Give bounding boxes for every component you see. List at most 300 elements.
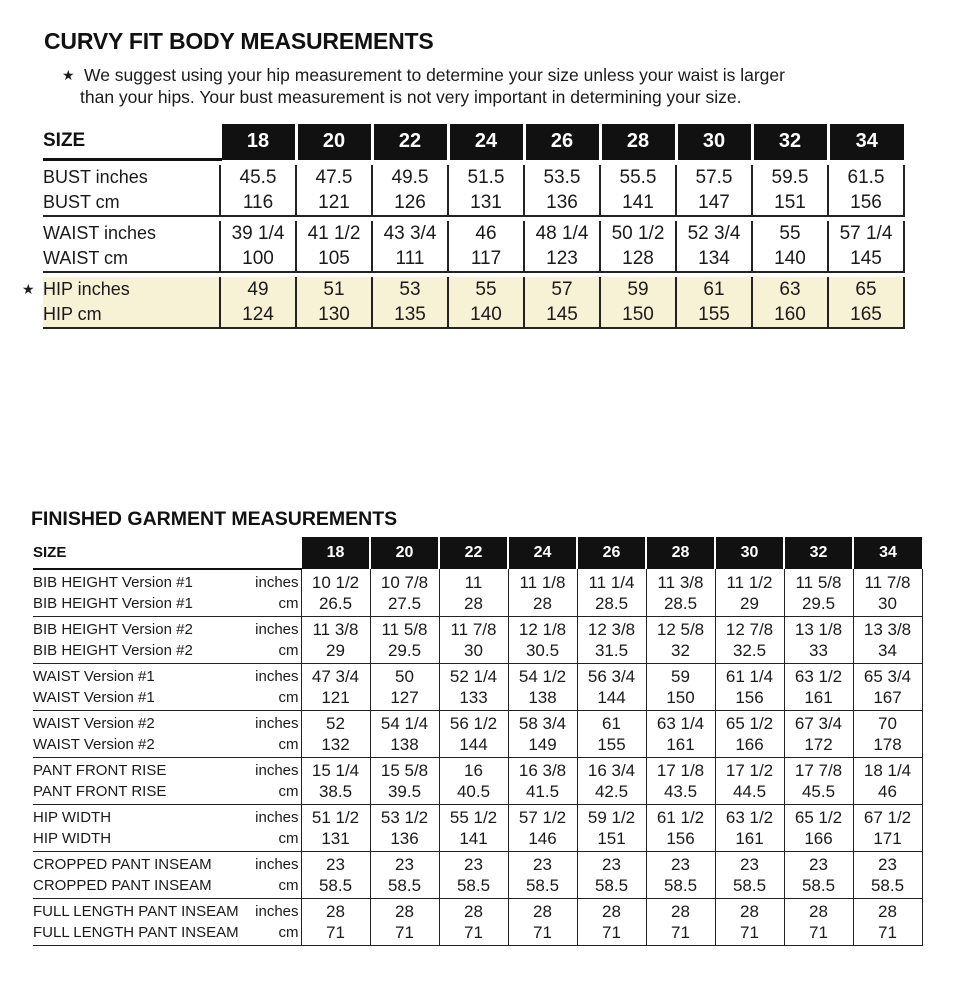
size-header-34: 34 — [853, 537, 922, 569]
measurement-cell — [370, 852, 439, 899]
measurement-cell — [752, 277, 828, 328]
measurement-cell — [439, 852, 508, 899]
value-cm: 71 — [464, 923, 483, 942]
value-cm: 26.5 — [318, 593, 353, 613]
value-inches: 56 3/4 — [587, 667, 636, 686]
measurement-cell — [676, 165, 752, 216]
value-cm: 147 — [698, 192, 730, 213]
value-inches: 23 — [395, 855, 414, 874]
measurement-cell — [784, 805, 853, 852]
value-inches: 12 5/8 — [656, 620, 705, 639]
body-measurements-title: CURVY FIT BODY MEASUREMENTS — [44, 28, 434, 54]
value-inches: 43 3/4 — [383, 223, 437, 244]
value-cm: 165 — [850, 304, 882, 325]
measurement-cell — [828, 165, 904, 216]
value-inches: 28 — [671, 902, 690, 921]
value-cm: 38.5 — [318, 782, 353, 801]
measurement-cell — [439, 617, 508, 664]
value-cm: 40.5 — [456, 782, 491, 801]
measurement-cell — [508, 617, 577, 664]
measurement-cell — [301, 805, 370, 852]
value-cm: 29.5 — [801, 593, 836, 613]
value-inches: 67 3/4 — [794, 714, 843, 733]
row-label-line-1 — [33, 807, 301, 828]
unit-label: inches — [255, 715, 299, 732]
measurement-cell — [752, 165, 828, 216]
value-cm: 166 — [735, 735, 764, 754]
row-label-name: WAIST Version #2 — [33, 715, 155, 732]
row-label-name: BIB HEIGHT Version #1 — [33, 595, 193, 612]
value-cm: 58.5 — [732, 876, 767, 895]
value-inches: 57.5 — [695, 167, 733, 188]
measurement-cell — [372, 165, 448, 216]
measurement-cell — [853, 852, 922, 899]
row-label-cm: HIP cm — [43, 304, 102, 324]
value-cm: 145 — [546, 304, 578, 325]
value-inches: 52 — [326, 714, 345, 733]
measurement-cell — [370, 711, 439, 758]
value-inches: 11 3/8 — [312, 620, 359, 639]
measurement-cell — [508, 758, 577, 805]
value-cm: 34 — [878, 641, 897, 660]
value-inches: 11 1/2 — [726, 572, 773, 592]
value-inches: 39 1/4 — [231, 223, 285, 244]
row-label — [33, 664, 301, 711]
value-cm: 46 — [878, 782, 897, 801]
measurement-cell — [508, 664, 577, 711]
value-cm: 58.5 — [870, 876, 905, 895]
value-inches: 59 — [627, 279, 649, 300]
value-cm: 167 — [873, 688, 902, 707]
value-cm: 126 — [394, 192, 426, 213]
measurement-cell — [372, 277, 448, 328]
measurement-cell — [577, 899, 646, 946]
measurement-cell — [524, 165, 600, 216]
row-label-name: BIB HEIGHT Version #1 — [33, 574, 193, 591]
measurement-cell — [508, 805, 577, 852]
table-row — [33, 711, 922, 758]
size-header-24: 24 — [508, 537, 577, 569]
measurement-cell — [715, 617, 784, 664]
row-label-line-2 — [33, 922, 301, 943]
measurement-cell — [715, 805, 784, 852]
value-cm: 71 — [809, 923, 828, 942]
value-inches: 63 1/2 — [725, 808, 774, 827]
value-cm: 71 — [326, 923, 345, 942]
measurement-cell — [646, 758, 715, 805]
value-cm: 141 — [459, 829, 488, 848]
unit-label: cm — [278, 877, 299, 894]
measurement-cell — [220, 221, 296, 272]
table-row — [43, 221, 904, 272]
value-inches: 11 7/8 — [864, 572, 911, 592]
row-label-cm: WAIST cm — [43, 248, 128, 268]
row-label-line-1 — [33, 713, 301, 734]
value-cm: 28 — [464, 593, 483, 613]
value-cm: 58.5 — [525, 876, 560, 895]
value-cm: 149 — [528, 735, 557, 754]
value-cm: 71 — [671, 923, 690, 942]
size-header-18: 18 — [301, 537, 370, 569]
size-header-28: 28 — [646, 537, 715, 569]
value-inches: 53 1/2 — [380, 808, 429, 827]
row-label-line-1 — [33, 666, 301, 687]
measurement-cell — [370, 617, 439, 664]
value-cm: 166 — [804, 829, 833, 848]
value-inches: 57 1/2 — [518, 808, 567, 827]
value-inches: 10 7/8 — [380, 572, 429, 592]
value-cm: 172 — [804, 735, 833, 754]
value-cm: 131 — [321, 829, 350, 848]
value-cm: 43.5 — [663, 782, 698, 801]
value-inches: 51 — [323, 279, 345, 300]
measurement-cell — [370, 805, 439, 852]
size-header-26: 26 — [524, 124, 600, 160]
value-inches: 45.5 — [239, 167, 277, 188]
value-inches: 11 5/8 — [381, 620, 428, 639]
value-inches: 47 3/4 — [311, 667, 360, 686]
value-inches: 16 3/4 — [587, 761, 636, 780]
value-inches: 57 1/4 — [839, 223, 893, 244]
row-label-line-1 — [33, 572, 301, 593]
row-label — [43, 221, 220, 272]
value-cm: 117 — [470, 248, 502, 269]
value-cm: 39.5 — [387, 782, 422, 801]
measurement-cell — [784, 617, 853, 664]
row-label-name: FULL LENGTH PANT INSEAM — [33, 903, 239, 920]
measurement-cell — [853, 664, 922, 711]
size-header-22: 22 — [439, 537, 508, 569]
measurement-cell — [646, 617, 715, 664]
value-cm: 127 — [390, 688, 419, 707]
body-measurements-table — [22, 124, 905, 329]
value-inches: 11 3/8 — [657, 572, 704, 592]
unit-label: cm — [278, 783, 299, 800]
value-inches: 52 1/4 — [449, 667, 498, 686]
measurement-cell — [646, 664, 715, 711]
value-cm: 29 — [326, 641, 345, 660]
value-inches: 28 — [464, 902, 483, 921]
value-cm: 134 — [698, 248, 730, 269]
value-cm: 71 — [533, 923, 552, 942]
value-cm: 132 — [321, 735, 350, 754]
row-label-name: PANT FRONT RISE — [33, 783, 167, 800]
value-inches: 54 1/2 — [518, 667, 567, 686]
measurement-cell — [577, 664, 646, 711]
value-inches: 23 — [740, 855, 759, 874]
value-cm: 28.5 — [663, 593, 698, 613]
measurement-cell — [220, 277, 296, 328]
value-cm: 130 — [318, 304, 350, 325]
value-cm: 144 — [597, 688, 626, 707]
size-header-label: SIZE — [43, 124, 220, 160]
measurement-cell — [370, 569, 439, 617]
measurement-cell — [448, 277, 524, 328]
measurement-cell — [784, 758, 853, 805]
value-inches: 65 — [855, 279, 877, 300]
unit-label: inches — [255, 574, 299, 591]
value-cm: 150 — [622, 304, 654, 325]
measurement-cell — [577, 852, 646, 899]
value-inches: 56 1/2 — [449, 714, 498, 733]
value-cm: 160 — [774, 304, 806, 325]
value-inches: 23 — [533, 855, 552, 874]
value-cm: 58.5 — [594, 876, 629, 895]
measurement-cell — [853, 617, 922, 664]
value-inches: 70 — [878, 714, 897, 733]
value-cm: 121 — [318, 192, 350, 213]
value-cm: 105 — [318, 248, 350, 269]
unit-label: cm — [278, 595, 299, 612]
measurement-cell — [715, 664, 784, 711]
value-cm: 30 — [878, 593, 897, 613]
measurement-cell — [301, 899, 370, 946]
value-inches: 57 — [551, 279, 573, 300]
table-row — [43, 165, 904, 216]
value-inches: 51 1/2 — [311, 808, 360, 827]
value-cm: 32.5 — [732, 641, 767, 660]
measurement-cell — [301, 664, 370, 711]
value-inches: 12 1/8 — [518, 620, 567, 639]
measurement-cell — [577, 569, 646, 617]
value-cm: 144 — [459, 735, 488, 754]
row-label-line-1 — [33, 619, 301, 640]
unit-label: cm — [278, 736, 299, 753]
row-label-name: WAIST Version #1 — [33, 668, 155, 685]
value-cm: 28 — [533, 593, 552, 613]
value-cm: 71 — [395, 923, 414, 942]
value-inches: 17 1/8 — [656, 761, 705, 780]
size-header-30: 30 — [715, 537, 784, 569]
size-header-30: 30 — [676, 124, 752, 160]
value-inches: 15 1/4 — [311, 761, 360, 780]
value-inches: 54 1/4 — [380, 714, 429, 733]
row-label-name: CROPPED PANT INSEAM — [33, 877, 212, 894]
value-inches: 61 1/2 — [656, 808, 705, 827]
value-cm: 123 — [546, 248, 578, 269]
measurement-cell — [577, 617, 646, 664]
row-label-line-2 — [33, 781, 301, 802]
value-inches: 55.5 — [619, 167, 657, 188]
value-cm: 71 — [602, 923, 621, 942]
unit-label: inches — [255, 856, 299, 873]
measurement-cell — [296, 165, 372, 216]
row-label — [33, 711, 301, 758]
value-inches: 50 — [395, 667, 414, 686]
row-label-name: HIP WIDTH — [33, 809, 112, 826]
measurement-cell — [784, 664, 853, 711]
value-inches: 11 — [464, 572, 483, 592]
value-inches: 51.5 — [467, 167, 505, 188]
value-cm: 58.5 — [801, 876, 836, 895]
size-header-32: 32 — [752, 124, 828, 160]
value-cm: 151 — [597, 829, 626, 848]
value-cm: 111 — [395, 248, 425, 269]
value-cm: 138 — [528, 688, 557, 707]
measurement-cell — [715, 569, 784, 617]
measurement-cell — [853, 569, 922, 617]
value-cm: 41.5 — [525, 782, 560, 801]
measurement-cell — [853, 758, 922, 805]
value-cm: 141 — [622, 192, 654, 213]
value-cm: 136 — [390, 829, 419, 848]
table-row — [33, 852, 922, 899]
measurement-cell — [439, 711, 508, 758]
value-cm: 58.5 — [318, 876, 353, 895]
measurement-cell — [600, 165, 676, 216]
value-cm: 133 — [459, 688, 488, 707]
unit-label: cm — [278, 642, 299, 659]
value-inches: 61 — [703, 279, 725, 300]
row-label-inches: BUST inches — [43, 167, 148, 187]
value-inches: 11 7/8 — [450, 620, 497, 639]
value-cm: 30.5 — [525, 641, 560, 660]
value-inches: 48 1/4 — [535, 223, 589, 244]
size-header-22: 22 — [372, 124, 448, 160]
value-cm: 30 — [464, 641, 483, 660]
measurement-cell — [448, 221, 524, 272]
measurement-cell — [508, 899, 577, 946]
measurement-cell — [715, 852, 784, 899]
measurement-cell — [439, 758, 508, 805]
size-header-24: 24 — [448, 124, 524, 160]
row-label-line-1 — [33, 854, 301, 875]
value-inches: 61 1/4 — [725, 667, 774, 686]
measurement-cell — [439, 899, 508, 946]
measurement-cell — [301, 711, 370, 758]
row-label — [33, 758, 301, 805]
row-label-line-2 — [33, 734, 301, 755]
measurement-cell — [600, 221, 676, 272]
value-cm: 29 — [740, 593, 759, 613]
table-row — [43, 277, 904, 328]
row-label-line-2 — [33, 875, 301, 896]
measurement-cell — [370, 899, 439, 946]
measurement-cell — [301, 569, 370, 617]
value-inches: 63 — [779, 279, 801, 300]
value-cm: 100 — [242, 248, 274, 269]
value-inches: 41 1/2 — [307, 223, 361, 244]
measurement-cell — [646, 899, 715, 946]
size-header-28: 28 — [600, 124, 676, 160]
value-inches: 28 — [395, 902, 414, 921]
value-inches: 59.5 — [771, 167, 809, 188]
value-cm: 124 — [242, 304, 274, 325]
sizing-note-line-1: We suggest using your hip measurement to determine your size unless your waist is larger — [84, 65, 785, 85]
value-cm: 161 — [666, 735, 695, 754]
value-inches: 53 — [399, 279, 421, 300]
unit-label: inches — [255, 809, 299, 826]
row-label-name: BIB HEIGHT Version #2 — [33, 621, 193, 638]
value-inches: 52 3/4 — [687, 223, 741, 244]
row-label-name: PANT FRONT RISE — [33, 762, 167, 779]
measurement-cell — [372, 221, 448, 272]
value-cm: 146 — [528, 829, 557, 848]
value-inches: 67 1/2 — [863, 808, 912, 827]
value-inches: 65 1/2 — [725, 714, 774, 733]
value-inches: 28 — [740, 902, 759, 921]
measurement-cell — [676, 277, 752, 328]
table-row — [33, 569, 922, 617]
measurement-cell — [301, 852, 370, 899]
value-inches: 55 — [475, 279, 497, 300]
measurement-cell — [853, 805, 922, 852]
value-cm: 140 — [470, 304, 502, 325]
value-inches: 23 — [464, 855, 483, 874]
value-inches: 53.5 — [543, 167, 581, 188]
value-inches: 59 — [671, 667, 690, 686]
value-inches: 28 — [326, 902, 345, 921]
value-cm: 156 — [666, 829, 695, 848]
row-label — [33, 899, 301, 946]
value-cm: 31.5 — [594, 641, 629, 660]
size-header-20: 20 — [370, 537, 439, 569]
value-cm: 151 — [774, 192, 806, 213]
value-inches: 58 3/4 — [518, 714, 567, 733]
value-inches: 47.5 — [315, 167, 353, 188]
value-cm: 28.5 — [594, 593, 629, 613]
unit-label: inches — [255, 668, 299, 685]
row-label-inches: HIP inches — [43, 279, 130, 299]
value-cm: 128 — [622, 248, 654, 269]
measurement-cell — [784, 899, 853, 946]
row-label-cm: BUST cm — [43, 192, 120, 212]
value-inches: 18 1/4 — [863, 761, 912, 780]
row-label-name: BIB HEIGHT Version #2 — [33, 642, 193, 659]
value-cm: 29.5 — [387, 641, 422, 660]
row-label-inches: WAIST inches — [43, 223, 157, 243]
star-icon: ★ — [22, 281, 35, 297]
value-cm: 58.5 — [663, 876, 698, 895]
value-inches: 11 1/4 — [588, 572, 635, 592]
garment-measurements-title: FINISHED GARMENT MEASUREMENTS — [31, 508, 398, 530]
measurement-cell — [296, 221, 372, 272]
size-header-20: 20 — [296, 124, 372, 160]
size-header-label: SIZE — [33, 537, 301, 569]
row-label-line-2 — [33, 828, 301, 849]
value-inches: 15 5/8 — [380, 761, 429, 780]
value-inches: 65 1/2 — [794, 808, 843, 827]
value-inches: 65 3/4 — [863, 667, 912, 686]
value-inches: 61 — [602, 714, 621, 733]
value-inches: 63 1/2 — [794, 667, 843, 686]
sizing-note-line-2: than your hips. Your bust measurement is not very important in determining your size. — [80, 87, 742, 107]
value-inches: 50 1/2 — [611, 223, 665, 244]
measurement-cell — [784, 852, 853, 899]
value-cm: 116 — [242, 192, 274, 213]
row-label — [33, 569, 301, 617]
value-cm: 27.5 — [387, 593, 422, 613]
value-inches: 11 5/8 — [795, 572, 842, 592]
value-inches: 63 1/4 — [656, 714, 705, 733]
size-header-18: 18 — [220, 124, 296, 160]
value-inches: 10 1/2 — [311, 572, 360, 592]
value-inches: 28 — [602, 902, 621, 921]
value-inches: 23 — [878, 855, 897, 874]
measurement-cell — [301, 617, 370, 664]
row-label — [33, 617, 301, 664]
unit-label: inches — [255, 762, 299, 779]
value-cm: 33 — [809, 641, 828, 660]
measurement-cell — [577, 758, 646, 805]
value-inches: 23 — [671, 855, 690, 874]
measurement-cell — [301, 758, 370, 805]
table-row — [33, 805, 922, 852]
measurement-cell — [508, 711, 577, 758]
value-inches: 49.5 — [391, 167, 429, 188]
value-cm: 150 — [666, 688, 695, 707]
measurement-cell — [784, 711, 853, 758]
